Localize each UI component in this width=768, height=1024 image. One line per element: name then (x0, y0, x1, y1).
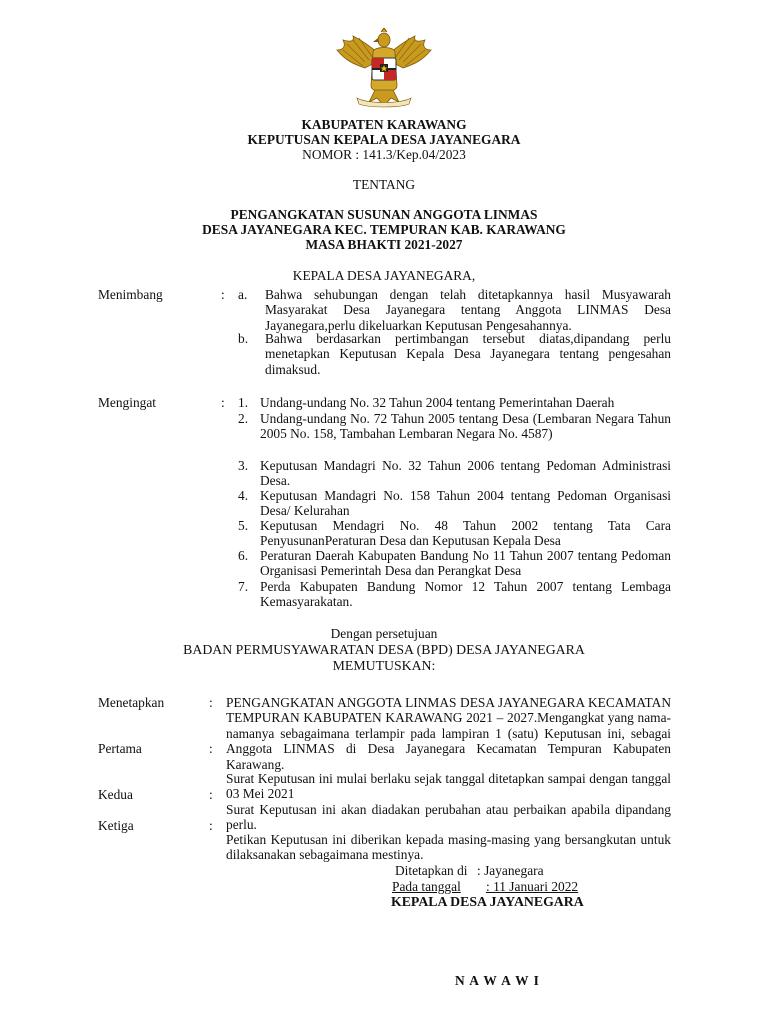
header-regency: KABUPATEN KARAWANG (301, 117, 467, 132)
menetapkan-text: PENGANGKATAN ANGGOTA LINMAS DESA JAYANEGARA KECAMATAN TEMPURAN KABUPATEN KARAWANG 2021 – 2027.Mengangkat yang nama-namanya sebagaimana terlampir pada lampiran 1 (satu) Keputusan ini, sebagai Anggota LINMAS di Desa Jayanegara Kecamatan Tempuran Kabupaten Karawang. (226, 695, 671, 772)
menimbang-label: Menimbang (98, 287, 163, 302)
bpd-heading: BADAN PERMUSYAWARATAN DESA (BPD) DESA JAYANEGARA (183, 642, 585, 657)
mengingat-item-text: Keputusan Mandagri No. 32 Tahun 2006 tentang Pedoman Administrasi Desa. (260, 458, 671, 489)
mengingat-item-text: Peraturan Daerah Kabupaten Bandung No 11 Tahun 2007 tentang Pedoman Organisasi Pemerintah Desa dan Perangkat Desa (260, 548, 671, 579)
ditetapkan-value: : Jayanegara (477, 863, 544, 878)
menetapkan-colon: : (209, 695, 213, 710)
kedua-colon: : (209, 787, 213, 802)
kedua-text: Surat Keputusan ini mulai berlaku sejak tanggal ditetapkan sampai dengan tanggal 03 Mei 2021 (226, 771, 671, 802)
ditetapkan-label: Ditetapkan di (395, 863, 468, 878)
kedua-label: Kedua (98, 787, 133, 802)
mengingat-item-number: 3. (238, 458, 249, 473)
garuda-emblem-icon (335, 28, 433, 108)
mengingat-item-text: Perda Kabupaten Bandung Nomor 12 Tahun 2007 tentang Lembaga Kemasyarakatan. (260, 579, 671, 610)
tanggal-value: : 11 Januari 2022 (486, 879, 579, 894)
menimbang-item-text: Bahwa berdasarkan pertimbangan tersebut diatas,dipandang perlu menetapkan Keputusan Kepala Desa Jayanegara tentang pengesahan dimaksud. (265, 331, 671, 377)
kepala-desa-heading: KEPALA DESA JAYANEGARA, (292, 268, 476, 283)
mengingat-label: Mengingat (98, 395, 157, 410)
pertama-label: Pertama (98, 741, 142, 756)
mengingat-item-text: Keputusan Mandagri No. 158 Tahun 2004 tentang Pedoman Organisasi Desa/ Kelurahan (260, 488, 671, 519)
menimbang-item-number: b. (238, 331, 249, 346)
ketiga-label: Ketiga (98, 818, 134, 833)
signature-title: KEPALA DESA JAYANEGARA (391, 894, 584, 909)
mengingat-item-text: Undang-undang No. 32 Tahun 2004 tentang Pemerintahan Daerah (260, 395, 615, 410)
subject-line-2: DESA JAYANEGARA KEC. TEMPURAN KAB. KARAWANG (202, 222, 566, 237)
ketiga-text: Surat Keputusan ini akan diadakan perubahan atau perbaikan apabila dipandang perlu. (226, 802, 671, 833)
menimbang-item-number: a. (238, 287, 248, 302)
signatory-name: N A W A W I (455, 973, 540, 988)
ketiga-colon: : (209, 818, 213, 833)
mengingat-item-number: 1. (238, 395, 249, 410)
pertama-colon: : (209, 741, 213, 756)
subject-line-3: MASA BHAKTI 2021-2027 (305, 237, 463, 252)
tanggal-label: Pada tanggal (392, 879, 461, 894)
mengingat-item-text: Keputusan Mendagri No. 48 Tahun 2002 tentang Tata Cara PenyusunanPeraturan Desa dan Keputusan Kepala Desa (260, 518, 671, 549)
menimbang-colon: : (221, 287, 225, 302)
menetapkan-label: Menetapkan (98, 695, 165, 710)
persetujuan-intro: Dengan persetujuan (330, 626, 438, 641)
mengingat-item-number: 4. (238, 488, 249, 503)
header-decree-title: KEPUTUSAN KEPALA DESA JAYANEGARA (247, 132, 521, 147)
mengingat-colon: : (221, 395, 225, 410)
mengingat-item-number: 7. (238, 579, 249, 594)
keempat-text: Petikan Keputusan ini diberikan kepada masing-masing yang bersangkutan untuk dilaksanakan sebagaimana mestinya. (226, 832, 671, 863)
mengingat-item-text: Undang-undang No. 72 Tahun 2005 tentang Desa (Lembaran Negara Tahun 2005 No. 158, Tambahan Lembaran Negara No. 4587) (260, 411, 671, 442)
header-tentang: TENTANG (352, 177, 416, 192)
mengingat-item-number: 2. (238, 411, 249, 426)
memutuskan-heading: MEMUTUSKAN: (332, 658, 436, 673)
header-number: NOMOR : 141.3/Kep.04/2023 (302, 147, 466, 162)
subject-line-1: PENGANGKATAN SUSUNAN ANGGOTA LINMAS (230, 207, 538, 222)
mengingat-item-number: 5. (238, 518, 249, 533)
mengingat-item-number: 6. (238, 548, 249, 563)
menimbang-item-text: Bahwa sehubungan dengan telah ditetapkannya hasil Musyawarah Masyarakat Desa Jayanegara tentang Anggota LINMAS Desa Jayanegara,perlu dikeluarkan Keputusan Pengesahannya. (265, 287, 671, 333)
